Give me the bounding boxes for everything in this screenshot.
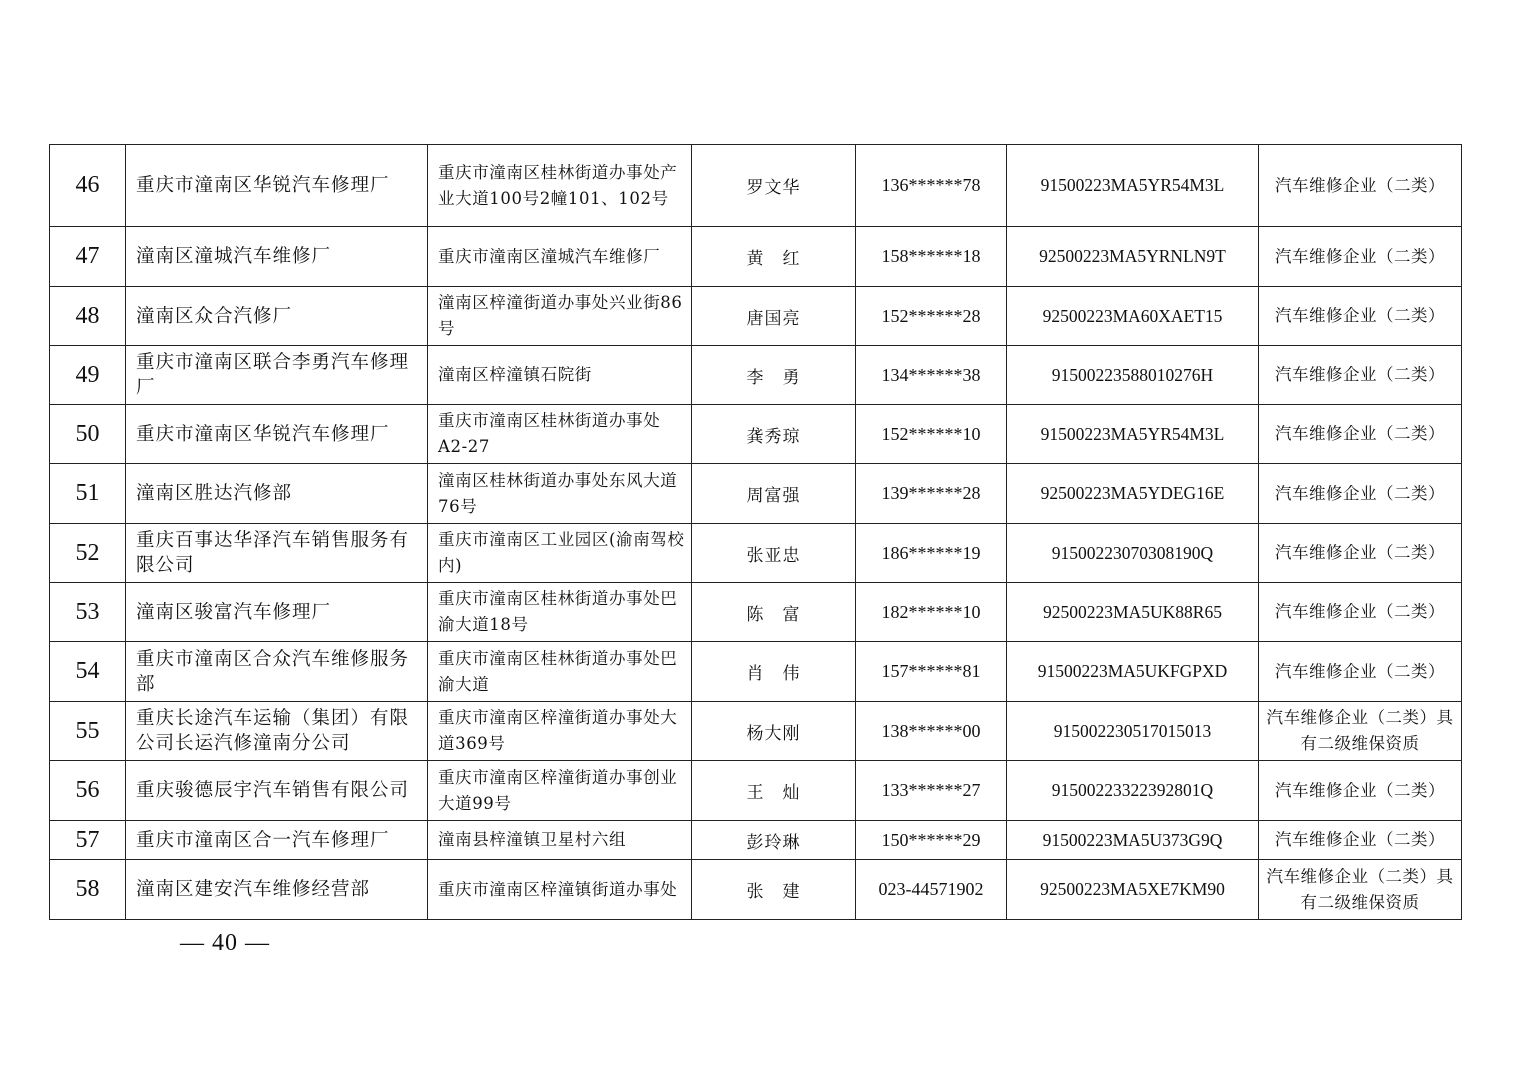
phone-number: 138******00 (856, 702, 1007, 761)
enterprise-name: 重庆市潼南区华锐汽车修理厂 (126, 405, 428, 464)
phone-number: 136******78 (856, 145, 1007, 227)
phone-number: 157******81 (856, 642, 1007, 702)
enterprise-address: 潼南县梓潼镇卫星村六组 (428, 821, 692, 860)
contact-person: 王 灿 (692, 761, 856, 821)
credit-code: 92500223MA5YRNLN9T (1007, 227, 1259, 287)
enterprise-address: 重庆市潼南区梓潼镇街道办事处 (428, 860, 692, 920)
enterprise-type: 汽车维修企业（二类） (1259, 761, 1462, 821)
row-number: 47 (50, 227, 126, 287)
table-row (50, 145, 1462, 227)
table-body (50, 145, 1462, 920)
table-row (50, 761, 1462, 821)
enterprise-type: 汽车维修企业（二类） (1259, 405, 1462, 464)
contact-person: 黄 红 (692, 227, 856, 287)
phone-number: 186******19 (856, 524, 1007, 583)
table-row (50, 227, 1462, 287)
row-number: 57 (50, 821, 126, 860)
enterprise-type: 汽车维修企业（二类）具有二级维保资质 (1259, 860, 1462, 920)
enterprise-address: 潼南区梓潼镇石院街 (428, 346, 692, 405)
table-row (50, 583, 1462, 642)
enterprise-address: 重庆市潼南区桂林街道办事处A2-27 (428, 405, 692, 464)
row-number: 58 (50, 860, 126, 920)
row-number: 54 (50, 642, 126, 702)
enterprise-name: 重庆市潼南区合众汽车维修服务部 (126, 642, 428, 702)
enterprise-address: 潼南区梓潼街道办事处兴业街86号 (428, 287, 692, 346)
contact-person: 张 建 (692, 860, 856, 920)
credit-code: 92500223MA5XE7KM90 (1007, 860, 1259, 920)
table-row (50, 524, 1462, 583)
table-row (50, 405, 1462, 464)
phone-number: 150******29 (856, 821, 1007, 860)
enterprise-name: 重庆百事达华泽汽车销售服务有限公司 (126, 524, 428, 583)
phone-number: 133******27 (856, 761, 1007, 821)
phone-number: 152******28 (856, 287, 1007, 346)
enterprise-name: 重庆骏德辰宇汽车销售有限公司 (126, 761, 428, 821)
row-number: 52 (50, 524, 126, 583)
enterprise-address: 重庆市潼南区梓潼街道办事创业大道99号 (428, 761, 692, 821)
enterprise-type: 汽车维修企业（二类） (1259, 287, 1462, 346)
enterprise-address: 重庆市潼南区潼城汽车维修厂 (428, 227, 692, 287)
enterprise-name: 潼南区潼城汽车维修厂 (126, 227, 428, 287)
enterprise-name: 重庆市潼南区华锐汽车修理厂 (126, 145, 428, 227)
phone-number: 134******38 (856, 346, 1007, 405)
credit-code: 92500223MA5UK88R65 (1007, 583, 1259, 642)
enterprise-table (49, 144, 1462, 920)
contact-person: 张亚忠 (692, 524, 856, 583)
enterprise-name: 重庆市潼南区联合李勇汽车修理厂 (126, 346, 428, 405)
enterprise-type: 汽车维修企业（二类） (1259, 524, 1462, 583)
contact-person: 肖 伟 (692, 642, 856, 702)
credit-code: 91500223588010276H (1007, 346, 1259, 405)
table-row (50, 702, 1462, 761)
table-row (50, 821, 1462, 860)
credit-code: 92500223MA5YDEG16E (1007, 464, 1259, 524)
enterprise-type: 汽车维修企业（二类）具有二级维保资质 (1259, 702, 1462, 761)
enterprise-type: 汽车维修企业（二类） (1259, 821, 1462, 860)
enterprise-type: 汽车维修企业（二类） (1259, 583, 1462, 642)
enterprise-address: 重庆市潼南区梓潼街道办事处大道369号 (428, 702, 692, 761)
enterprise-name: 潼南区骏富汽车修理厂 (126, 583, 428, 642)
row-number: 56 (50, 761, 126, 821)
enterprise-type: 汽车维修企业（二类） (1259, 642, 1462, 702)
page-number: — 40 — (180, 930, 270, 956)
enterprise-name: 潼南区众合汽修厂 (126, 287, 428, 346)
enterprise-name: 重庆长途汽车运输（集团）有限公司长运汽修潼南分公司 (126, 702, 428, 761)
table-row (50, 464, 1462, 524)
contact-person: 彭玲琳 (692, 821, 856, 860)
contact-person: 李 勇 (692, 346, 856, 405)
table-row (50, 642, 1462, 702)
phone-number: 182******10 (856, 583, 1007, 642)
enterprise-name: 重庆市潼南区合一汽车修理厂 (126, 821, 428, 860)
contact-person: 唐国亮 (692, 287, 856, 346)
enterprise-address: 重庆市潼南区工业园区(渝南驾校内) (428, 524, 692, 583)
contact-person: 杨大刚 (692, 702, 856, 761)
credit-code: 91500223MA5U373G9Q (1007, 821, 1259, 860)
contact-person: 陈 富 (692, 583, 856, 642)
row-number: 50 (50, 405, 126, 464)
enterprise-name: 潼南区胜达汽修部 (126, 464, 428, 524)
credit-code: 91500223MA5UKFGPXD (1007, 642, 1259, 702)
phone-number: 158******18 (856, 227, 1007, 287)
phone-number: 023-44571902 (856, 860, 1007, 920)
enterprise-address: 重庆市潼南区桂林街道办事处巴渝大道18号 (428, 583, 692, 642)
enterprise-name: 潼南区建安汽车维修经营部 (126, 860, 428, 920)
enterprise-type: 汽车维修企业（二类） (1259, 145, 1462, 227)
enterprise-address: 重庆市潼南区桂林街道办事处巴渝大道 (428, 642, 692, 702)
credit-code: 91500223070308190Q (1007, 524, 1259, 583)
credit-code: 915002230517015013 (1007, 702, 1259, 761)
credit-code: 92500223MA60XAET15 (1007, 287, 1259, 346)
row-number: 51 (50, 464, 126, 524)
row-number: 46 (50, 145, 126, 227)
enterprise-type: 汽车维修企业（二类） (1259, 464, 1462, 524)
enterprise-address: 潼南区桂林街道办事处东风大道76号 (428, 464, 692, 524)
credit-code: 91500223322392801Q (1007, 761, 1259, 821)
contact-person: 罗文华 (692, 145, 856, 227)
row-number: 48 (50, 287, 126, 346)
row-number: 53 (50, 583, 126, 642)
credit-code: 91500223MA5YR54M3L (1007, 405, 1259, 464)
row-number: 55 (50, 702, 126, 761)
phone-number: 152******10 (856, 405, 1007, 464)
enterprise-type: 汽车维修企业（二类） (1259, 227, 1462, 287)
enterprise-address: 重庆市潼南区桂林街道办事处产业大道100号2幢101、102号 (428, 145, 692, 227)
credit-code: 91500223MA5YR54M3L (1007, 145, 1259, 227)
table-row (50, 860, 1462, 920)
table-row (50, 346, 1462, 405)
table-row (50, 287, 1462, 346)
contact-person: 龚秀琼 (692, 405, 856, 464)
row-number: 49 (50, 346, 126, 405)
phone-number: 139******28 (856, 464, 1007, 524)
contact-person: 周富强 (692, 464, 856, 524)
enterprise-type: 汽车维修企业（二类） (1259, 346, 1462, 405)
